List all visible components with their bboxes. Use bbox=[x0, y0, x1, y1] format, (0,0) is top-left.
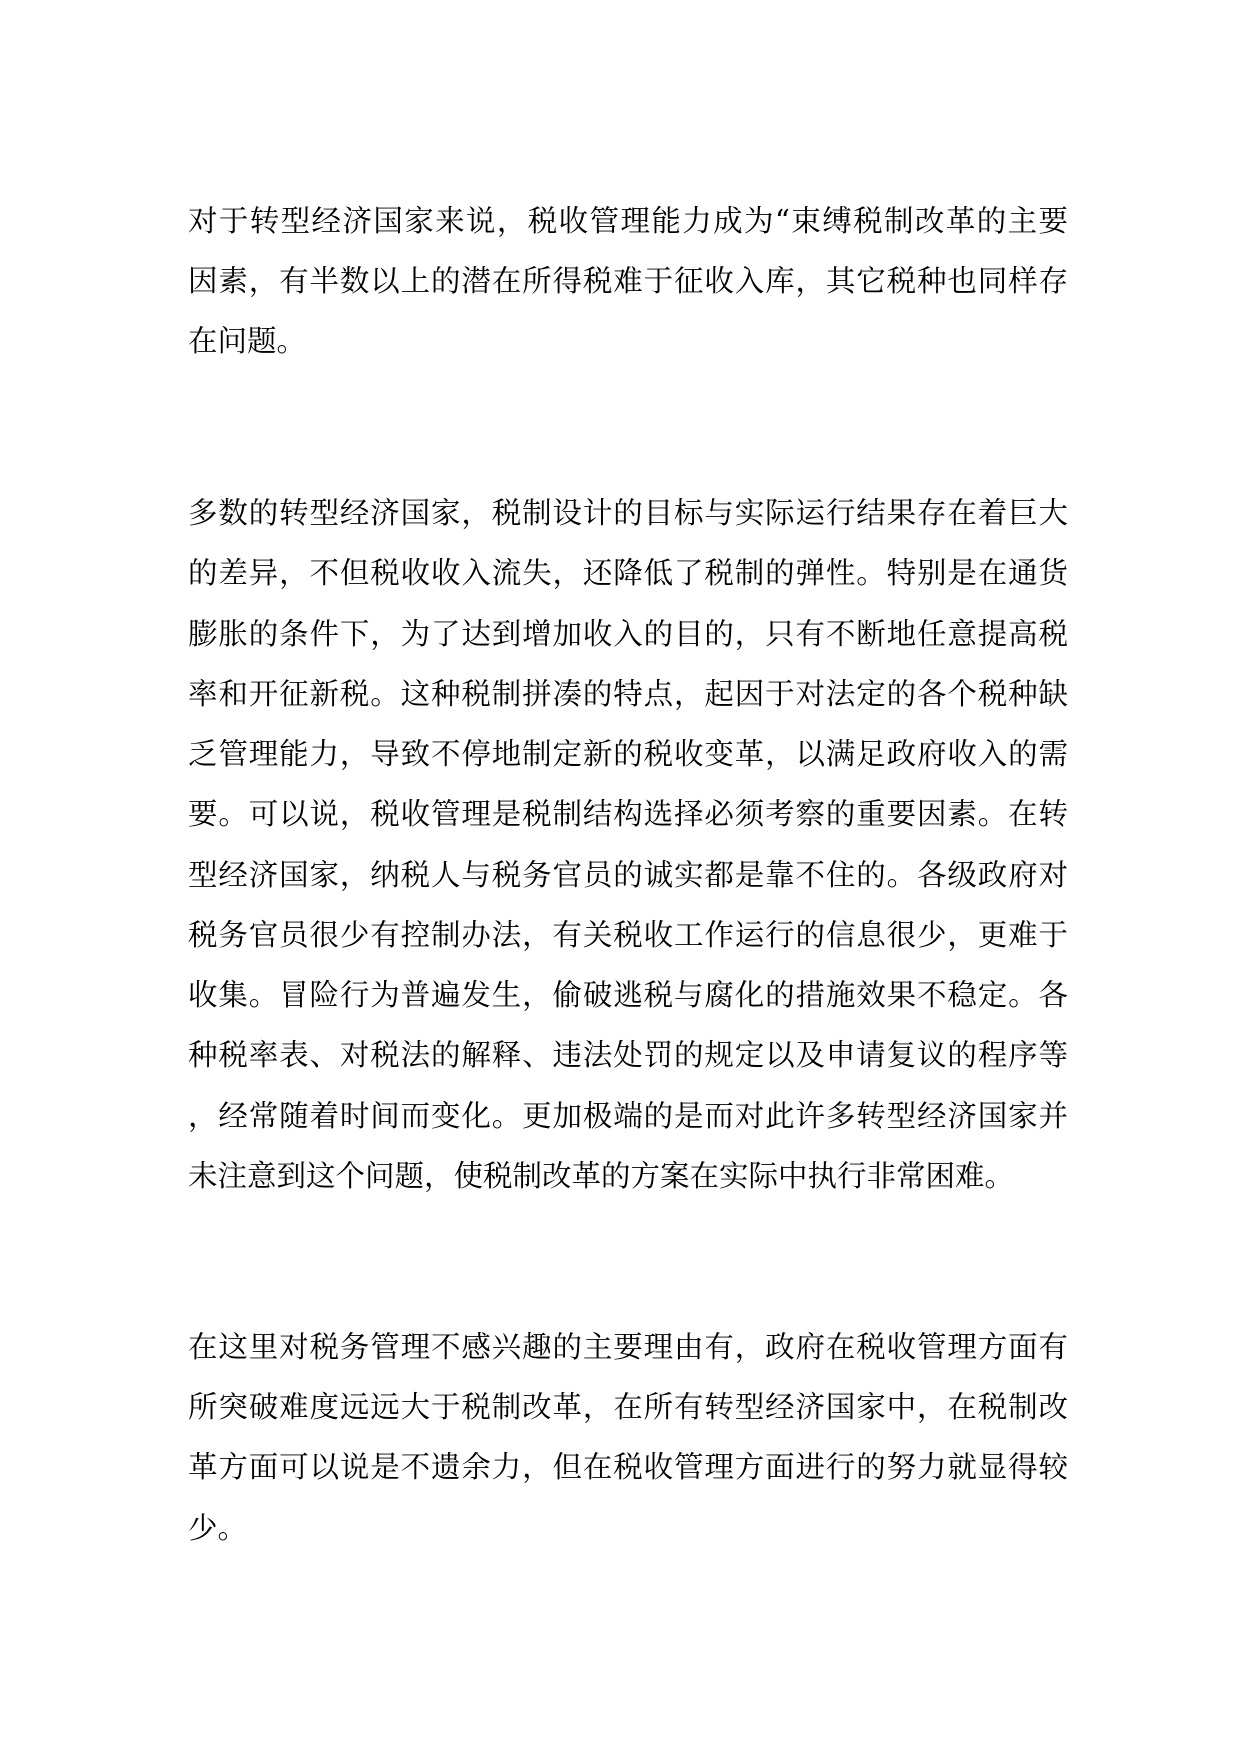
text-line: 革方面可以说是不遗余力，但在税收管理方面进行的努力就显得较 bbox=[188, 1450, 1068, 1484]
text-line: 对于转型经济国家来说，税收管理能力成为“束缚税制改革的主要 bbox=[188, 204, 1068, 238]
text-line: 所突破难度远远大于税制改革，在所有转型经济国家中，在税制改 bbox=[188, 1390, 1068, 1424]
text-line: 的差异，不但税收收入流失，还降低了税制的弹性。特别是在通货 bbox=[188, 556, 1068, 590]
text-line: 未注意到这个问题，使税制改革的方案在实际中执行非常困难。 bbox=[188, 1159, 1015, 1193]
text-line: ，经常随着时间而变化。更加极端的是而对此许多转型经济国家并 bbox=[188, 1099, 1068, 1133]
text-line: 因素，有半数以上的潜在所得税难于征收入库，其它税种也同样存 bbox=[188, 264, 1068, 298]
text-line: 种税率表、对税法的解释、违法处罚的规定以及申请复议的程序等 bbox=[188, 1038, 1068, 1072]
text-line: 少。 bbox=[188, 1511, 248, 1545]
text-line: 多数的转型经济国家，税制设计的目标与实际运行结果存在着巨大 bbox=[188, 496, 1068, 530]
text-line: 膨胀的条件下，为了达到增加收入的目的，只有不断地任意提高税 bbox=[188, 617, 1068, 651]
text-line: 收集。冒险行为普遍发生，偷破逃税与腐化的措施效果不稳定。各 bbox=[188, 978, 1068, 1012]
text-line: 在这里对税务管理不感兴趣的主要理由有，政府在税收管理方面有 bbox=[188, 1330, 1068, 1364]
text-line: 率和开征新税。这种税制拼凑的特点，起因于对法定的各个税种缺 bbox=[188, 677, 1068, 711]
text-line: 要。可以说，税收管理是税制结构选择必须考察的重要因素。在转 bbox=[188, 797, 1068, 831]
text-line: 在问题。 bbox=[188, 324, 307, 358]
text-line: 型经济国家，纳税人与税务官员的诚实都是靠不住的。各级政府对 bbox=[188, 858, 1068, 892]
text-line: 乏管理能力，导致不停地制定新的税收变革，以满足政府收入的需 bbox=[188, 737, 1068, 771]
text-line: 税务官员很少有控制办法，有关税收工作运行的信息很少，更难于 bbox=[188, 918, 1068, 952]
